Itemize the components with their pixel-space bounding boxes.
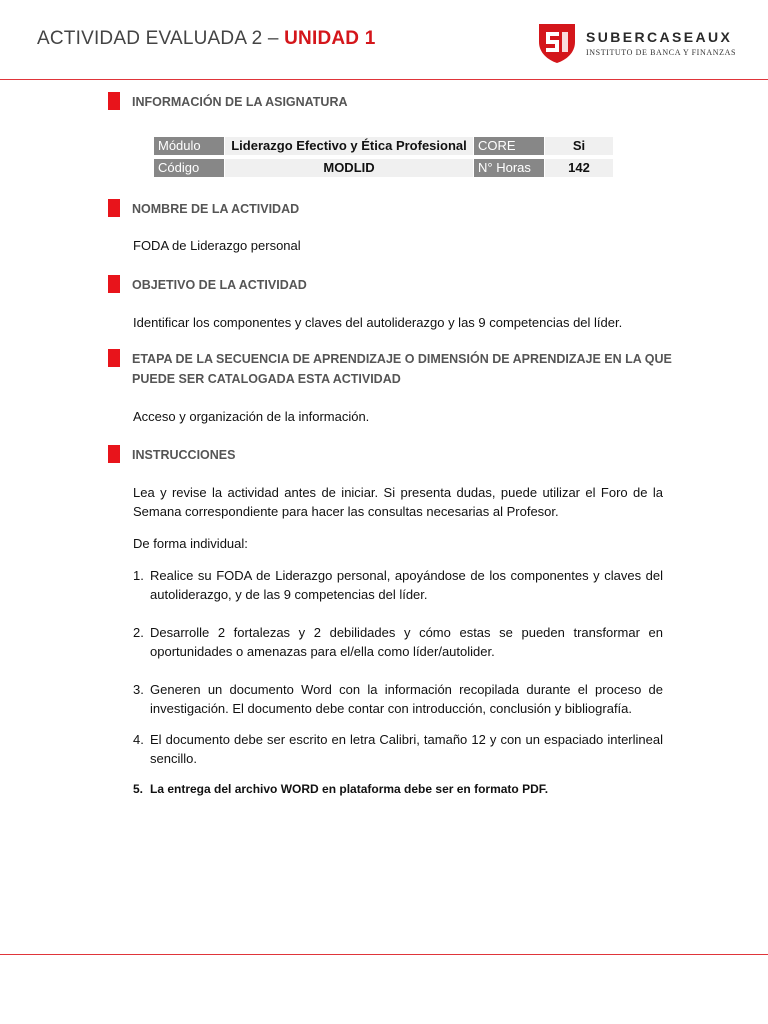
page-header [0, 0, 768, 80]
list-item-text: La entrega del archivo WORD en plataforma debe ser en formato PDF. [150, 782, 549, 796]
header-divider [0, 79, 768, 80]
section-heading-text: INSTRUCCIONES [132, 448, 236, 462]
table-value-cell: MODLID [225, 159, 473, 177]
title-prefix: ACTIVIDAD EVALUADA 2 – [37, 28, 285, 49]
logo-subtitle: INSTITUTO DE BANCA Y FINANZAS [586, 48, 736, 57]
section-heading-stage [108, 349, 672, 389]
instructions-intro: Lea y revise la actividad antes de iniciar. Si presenta dudas, puede utilizar el Foro de la Semana correspondiente para hacer las consultas necesarias al Profesor. [133, 485, 663, 519]
institution-logo [535, 20, 745, 64]
table-key-cell: Módulo [154, 137, 224, 155]
section-heading-name [108, 199, 299, 219]
table-key-cell: N° Horas [474, 159, 544, 177]
instructions-list [133, 623, 663, 661]
footer-divider [0, 954, 768, 955]
instructions-list [133, 566, 663, 604]
section-marker [108, 445, 120, 463]
shield-logo-icon [535, 20, 579, 64]
section-marker [108, 349, 120, 367]
section-marker [108, 92, 120, 110]
table-value-cell: Liderazgo Efectivo y Ética Profesional [225, 137, 473, 155]
section-marker [108, 275, 120, 293]
table-row [154, 137, 613, 155]
section-heading-objective [108, 275, 307, 295]
list-item-number: 1. [133, 568, 144, 583]
activity-stage: Acceso y organización de la información. [133, 409, 370, 424]
section-heading-info [108, 92, 348, 112]
list-item-number: 3. [133, 682, 144, 697]
activity-name: FODA de Liderazgo personal [133, 238, 301, 253]
list-item [133, 623, 663, 661]
list-item-text: El documento debe ser escrito en letra Calibri, tamaño 12 y con un espaciado interlineal sencillo. [150, 732, 663, 766]
table-value-cell: 142 [545, 159, 613, 177]
table-row [154, 159, 613, 177]
list-item [133, 730, 663, 768]
list-item-text: Desarrolle 2 fortalezas y 2 debilidades y cómo estas se pueden transformar en oportunidades o amenazas para el/ella como líder/autolider. [150, 625, 663, 659]
list-item-text: Generen un documento Word con la información recopilada durante el proceso de investigación. El documento debe contar con introducción, conclusión y bibliografía. [150, 682, 663, 716]
list-item-number: 5. [133, 782, 144, 796]
activity-objective: Identificar los componentes y claves del autoliderazgo y las 9 competencias del líder. [133, 315, 623, 330]
document-title [37, 28, 375, 50]
section-heading-text: OBJETIVO DE LA ACTIVIDAD [132, 278, 307, 292]
instructions-mode: De forma individual: [133, 536, 248, 551]
instructions-list [133, 680, 663, 718]
logo-name: SUBERCASEAUX [586, 29, 733, 45]
list-item-number: 2. [133, 625, 144, 640]
section-marker [108, 199, 120, 217]
instructions-list [133, 730, 663, 768]
subject-info-table [154, 133, 613, 181]
section-heading-text: NOMBRE DE LA ACTIVIDAD [132, 202, 300, 216]
section-heading-instructions [108, 445, 235, 465]
list-item [133, 780, 663, 799]
section-heading-text: ETAPA DE LA SECUENCIA DE APRENDIZAJE O DIMENSIÓN DE APRENDIZAJE EN LA QUE PUEDE SER CATALOGADA ESTA ACTIVIDAD [132, 352, 672, 386]
list-item [133, 566, 663, 604]
list-item-text: Realice su FODA de Liderazgo personal, apoyándose de los componentes y claves del autoliderazgo, y de las 9 competencias del líder. [150, 568, 663, 602]
section-heading-text: INFORMACIÓN DE LA ASIGNATURA [132, 95, 348, 109]
list-item-number: 4. [133, 732, 144, 747]
table-key-cell: CORE [474, 137, 544, 155]
table-key-cell: Código [154, 159, 224, 177]
table-value-cell: Si [545, 137, 613, 155]
list-item [133, 680, 663, 718]
instructions-list [133, 780, 663, 799]
title-accent: UNIDAD 1 [284, 28, 376, 49]
